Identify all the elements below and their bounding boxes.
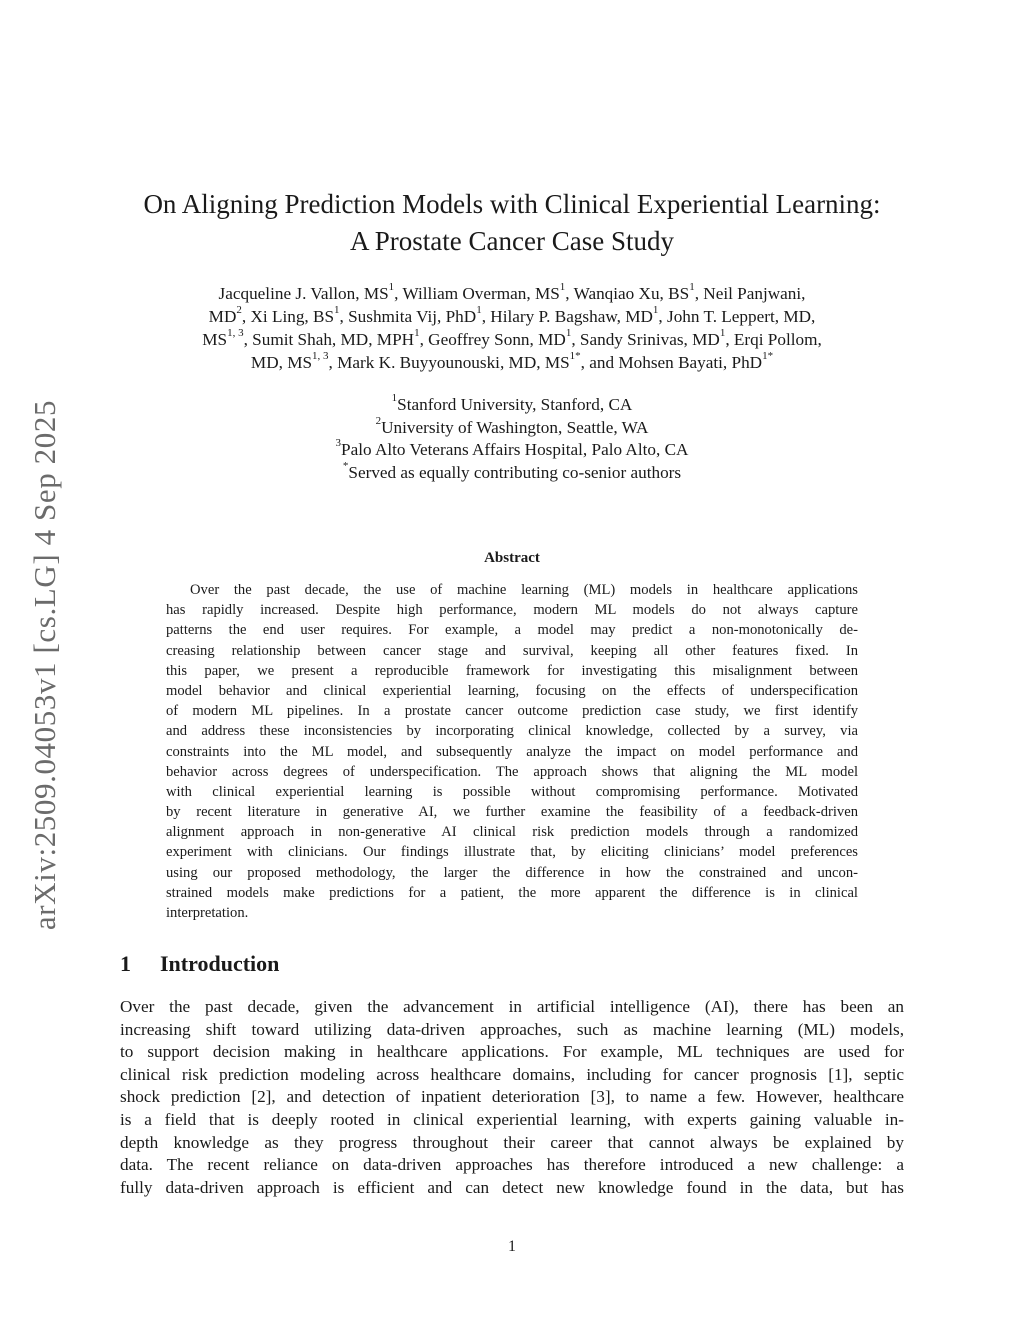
- body-line: shock prediction [2], and detection of inpatient deterioration [3], to name a few. However, healthcare: [120, 1087, 904, 1107]
- author-affiliation-mark: 1: [559, 281, 566, 294]
- arxiv-identifier: arXiv:2509.04053v1 [cs.LG] 4 Sep 2025: [27, 399, 63, 931]
- author-line: MS$^{1, 3}$, Sumit Shah, MD, MPH$^1$, Geoffrey Sonn, $MD^1$, Sandy Srinivas, $MD^1$, Erqi Pollom,: [202, 327, 822, 349]
- title-line: On Aligning Prediction Models with Clinical Experiential Learning:: [143, 189, 881, 219]
- author-affiliation-mark: 1, 3: [227, 327, 244, 340]
- abstract-line: this paper, we present a reproducible framework for investigating this misalignment between: [166, 662, 858, 679]
- author-name: Sushmita Vij, PhD: [348, 307, 477, 326]
- body-line: Over the past decade, given the advancement in artificial intelligence (AI), there has been an: [120, 997, 904, 1016]
- affiliation-text: Stanford University, Stanford, CA: [397, 395, 633, 414]
- body-line: increasing shift toward utilizing data-driven approaches, such as machine learning (ML) models,: [120, 1019, 904, 1039]
- author-affiliation-mark: 1: [719, 327, 726, 340]
- author-name: Jacqueline J. Vallon, MS: [218, 284, 389, 303]
- body-line: data. The recent reliance on data-driven approaches has therefore introduced a new challenge: a: [120, 1155, 904, 1175]
- affiliation: [100, 439, 924, 462]
- paper-title: [100, 186, 924, 260]
- author-name: Geoffrey Sonn, MD: [428, 330, 566, 349]
- body-line: fully data-driven approach is efficient and can detect new knowledge found in the data, but has: [120, 1177, 904, 1197]
- author-affiliation-mark: 1: [689, 281, 695, 294]
- author-name: MD: [208, 307, 237, 326]
- affiliation-mark: 2: [375, 414, 382, 427]
- author-affiliation-mark: 1: [388, 281, 395, 294]
- author-name: Erqi Pollom,: [733, 330, 822, 349]
- author-name: Mark K. Buyyounouski, MD, MS: [337, 353, 570, 372]
- affiliation-text: University of Washington, Seattle, WA: [381, 417, 649, 437]
- section-heading-introduction: [120, 951, 279, 977]
- abstract-line: patterns the end user requires. For example, a model may predict a non-monotonically de-: [166, 622, 858, 639]
- affiliation-list: [100, 394, 924, 484]
- abstract-line: strained models make predictions for a patient, the more apparent the difference is in clinical: [166, 884, 858, 901]
- author-name: Mohsen Bayati, PhD: [618, 353, 763, 372]
- title-line: A Prostate Cancer Case Study: [350, 226, 674, 256]
- abstract-line: interpretation.: [166, 905, 249, 921]
- affiliation-mark: 3: [335, 437, 342, 450]
- author-name: MD, MS: [250, 353, 313, 372]
- abstract-heading: Abstract: [484, 550, 540, 566]
- body-line: to support decision making in healthcare applications. For example, ML techniques are used for: [120, 1042, 904, 1062]
- author-affiliation-mark: 1*: [569, 350, 581, 363]
- abstract-line: with clinical experiential learning is possible without compromising performance. Motivated: [166, 783, 858, 800]
- body-line: clinical risk prediction modeling across healthcare domains, including for cancer prognosis [1], septic: [120, 1064, 904, 1084]
- abstract-line: constraints into the ML model, and subsequently analyze the impact on model performance and: [166, 743, 858, 760]
- author-name: Sandy Srinivas, MD: [579, 330, 720, 349]
- author-line: Jacqueline J. Vallon, $MS^1$, William Overman, $MS^1$, Wanqiao Xu, $BS^1$, Neil Panjwani,: [218, 281, 806, 303]
- affiliation-mark: *: [342, 459, 349, 472]
- abstract-line: using our proposed methodology, the larger the difference in how the constrained and uncon-: [166, 864, 858, 881]
- affiliation: [100, 459, 924, 485]
- affiliation-text: Palo Alto Veterans Affairs Hospital, Palo Alto, CA: [341, 440, 689, 459]
- section-number: 1: [120, 951, 131, 976]
- author-line: $MD^2$, Xi Ling, $BS^1$, Sushmita Vij, PhD$^1$, Hilary P. Bagshaw, $MD^1$, John T. Leppert, MD,: [208, 304, 816, 326]
- author-line: MD, MS$^{1, 3}$, Mark K. Buyyounouski, MD, $MS^{1*}$, and Mohsen Bayati, PhD$^{1*}$: [250, 350, 774, 372]
- author-name: Sumit Shah, MD, MPH: [252, 330, 415, 349]
- author-name: MS: [202, 330, 228, 349]
- body-line: depth knowledge as they progress throughout their career that cannot always be explained by: [120, 1132, 904, 1152]
- author-affiliation-mark: 1: [414, 327, 420, 340]
- abstract-line: of modern ML pipelines. In a prostate cancer outcome prediction case study, we first identify: [166, 703, 858, 720]
- author-name: John T. Leppert, MD,: [667, 307, 816, 326]
- abstract-line: by recent literature in generative AI, we further examine the feasibility of a feedback-driven: [166, 804, 858, 821]
- affiliation: [100, 394, 924, 417]
- introduction-body: [120, 996, 904, 1199]
- author-name: Neil Panjwani,: [703, 284, 806, 303]
- author-name: Wanqiao Xu, BS: [573, 284, 690, 303]
- author-name: Xi Ling, BS: [250, 307, 335, 326]
- arxiv-sidebar-stamp: [10, 380, 80, 950]
- affiliation: [100, 414, 924, 440]
- affiliation-mark: 1: [391, 392, 398, 405]
- author-name: Hilary P. Bagshaw, MD: [490, 307, 653, 326]
- abstract-line: alignment approach in non-generative AI clinical risk prediction models through a randomized: [166, 824, 858, 841]
- author-affiliation-mark: 1: [334, 304, 340, 317]
- abstract-line: creasing relationship between cancer stage and survival, keeping all other features fixed. In: [166, 642, 858, 659]
- abstract-line: and address these inconsistencies by incorporating clinical knowledge, collected by a survey, via: [166, 723, 858, 740]
- author-affiliation-mark: 1: [476, 304, 482, 317]
- author-affiliation-mark: 1, 3: [312, 350, 329, 363]
- author-list: [100, 282, 924, 374]
- author-affiliation-mark: 2: [236, 304, 242, 317]
- abstract-line: model behavior and clinical experiential learning, focusing on the effects of underspecification: [166, 682, 858, 699]
- author-affiliation-mark: 1: [652, 304, 659, 317]
- section-title: Introduction: [160, 951, 280, 976]
- author-affiliation-mark: 1: [565, 327, 572, 340]
- body-line: is a field that is deeply rooted in clinical experiential learning, with experts gaining valuable in-: [120, 1109, 904, 1129]
- page-number: 1: [508, 1238, 516, 1255]
- abstract-line: behavior across degrees of underspecification. The approach shows that aligning the ML model: [166, 763, 858, 780]
- author-affiliation-mark: 1*: [762, 350, 774, 363]
- abstract-body: [166, 580, 858, 923]
- abstract-line: experiment with clinicians. Our findings illustrate that, by eliciting clinicians’ model preferences: [166, 844, 858, 861]
- affiliation-text: Served as equally contributing co-senior authors: [348, 462, 682, 482]
- author-name: William Overman, MS: [402, 284, 560, 303]
- abstract-line: Over the past decade, the use of machine learning (ML) models in healthcare applications: [190, 582, 858, 598]
- abstract-line: has rapidly increased. Despite high performance, modern ML models do not always capture: [166, 602, 858, 619]
